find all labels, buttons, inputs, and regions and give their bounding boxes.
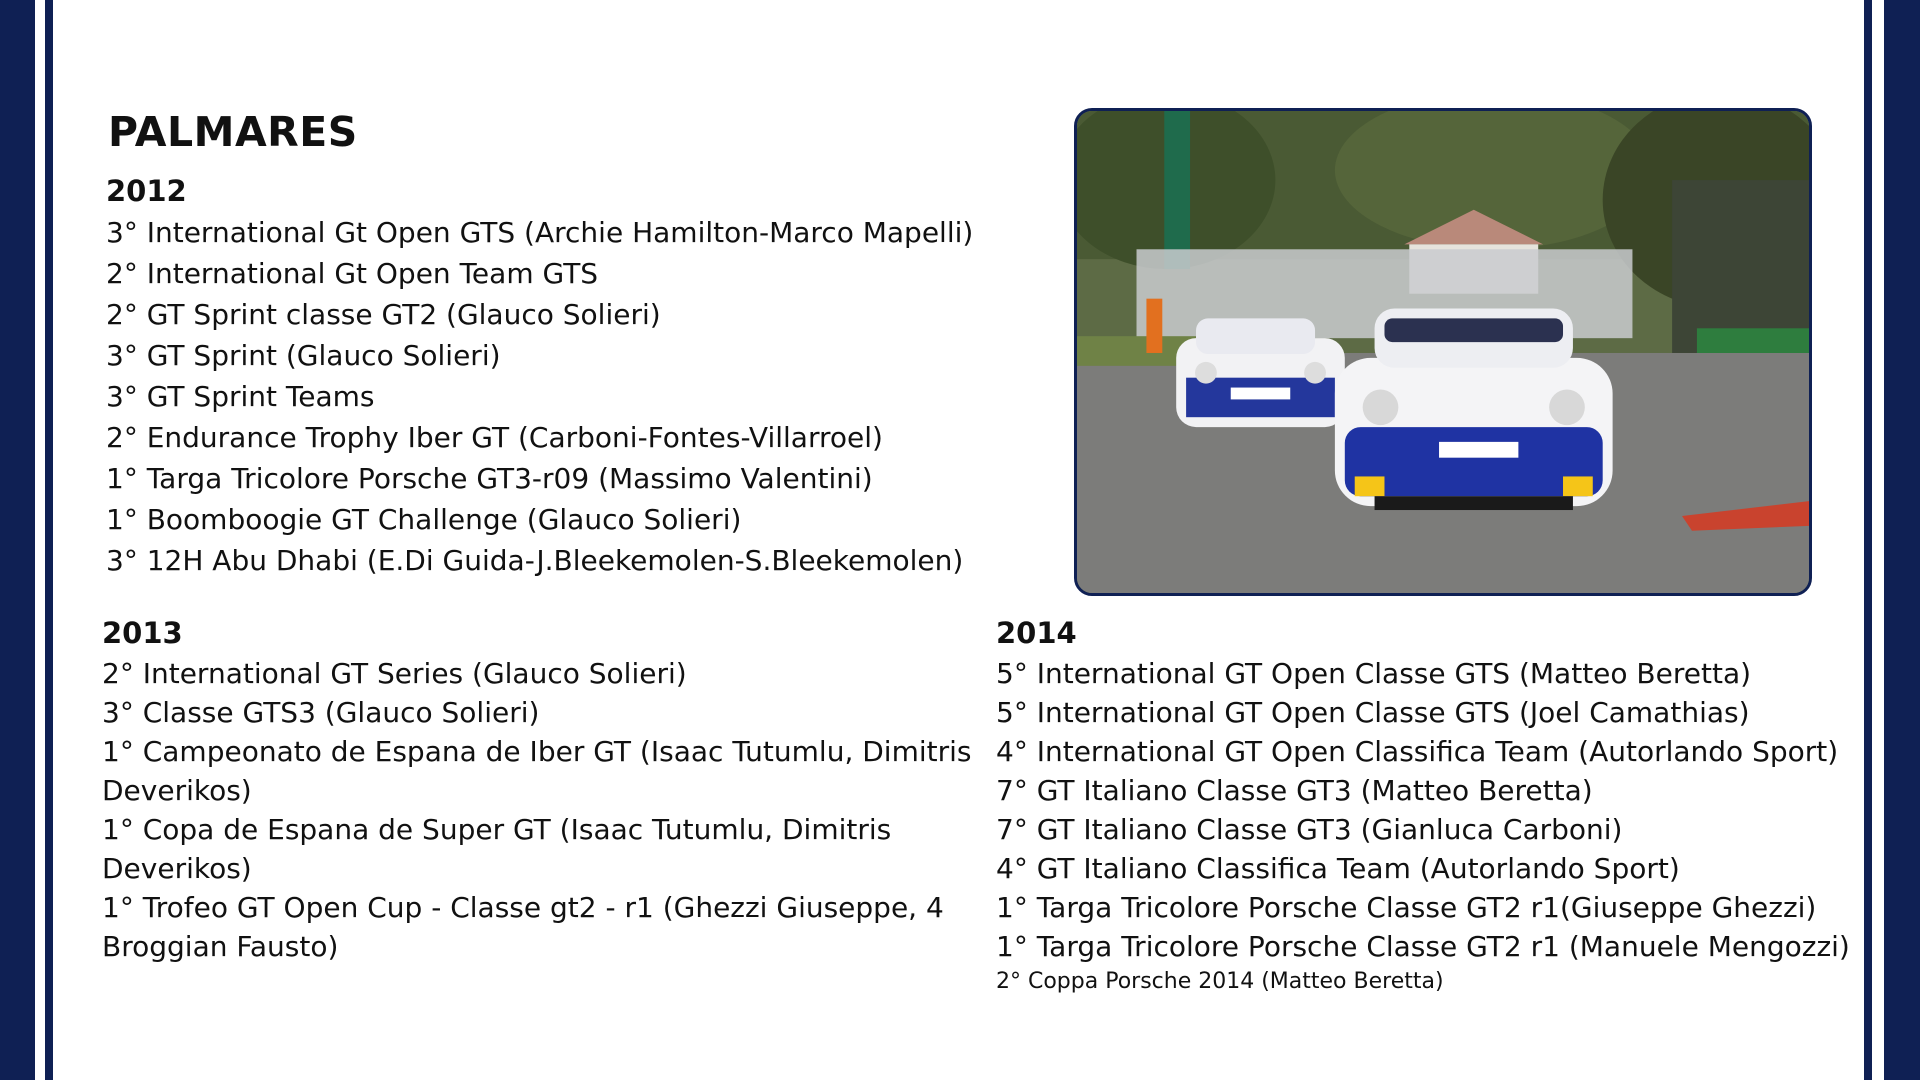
result-item: 2° International Gt Open Team GTS — [106, 257, 599, 290]
race-car-illustration — [1077, 111, 1809, 593]
result-item: 7° GT Italiano Classe GT3 (Matteo Beretta) — [996, 774, 1593, 807]
results-list — [996, 654, 1850, 998]
result-item: 5° International GT Open Classe GTS (Matteo Beretta) — [996, 657, 1752, 690]
right-border-outer — [1884, 0, 1920, 1080]
left-border-outer — [0, 0, 35, 1080]
result-item: 2° Endurance Trophy Iber GT (Carboni-Fontes-Villarroel) — [106, 421, 883, 454]
result-item: 3° International Gt Open GTS (Archie Hamilton-Marco Mapelli) — [106, 216, 974, 249]
result-item: 1° Targa Tricolore Porsche GT3-r09 (Massimo Valentini) — [106, 462, 873, 495]
race-car-photo — [1074, 108, 1812, 596]
result-item: 1° Targa Tricolore Porsche Classe GT2 r1(Giuseppe Ghezzi) — [996, 891, 1817, 924]
section-2013 — [102, 616, 982, 966]
result-item: 4° GT Italiano Classifica Team (Autorlando Sport) — [996, 852, 1680, 885]
result-item: 2° GT Sprint classe GT2 (Glauco Solieri) — [106, 298, 661, 331]
year-heading: 2014 — [996, 616, 1077, 650]
result-item: 4° International GT Open Classifica Team (Autorlando Sport) — [996, 735, 1839, 768]
results-list — [102, 654, 982, 966]
left-border-inner — [45, 0, 53, 1080]
result-item: 1° Campeonato de Espana de Iber GT (Isaac Tutumlu, Dimitris Deverikos) — [102, 735, 972, 807]
result-item: 1° Targa Tricolore Porsche Classe GT2 r1 (Manuele Mengozzi) — [996, 930, 1850, 963]
results-list — [106, 212, 973, 581]
page-title: PALMARES — [108, 108, 358, 156]
section-2014 — [996, 616, 1850, 998]
result-item: 3° 12H Abu Dhabi (E.Di Guida-J.Bleekemolen-S.Bleekemolen) — [106, 544, 964, 577]
result-item: 2° Coppa Porsche 2014 (Matteo Beretta) — [996, 969, 1444, 994]
result-item: 3° GT Sprint (Glauco Solieri) — [106, 339, 501, 372]
result-item: 1° Boomboogie GT Challenge (Glauco Solieri) — [106, 503, 742, 536]
result-item: 7° GT Italiano Classe GT3 (Gianluca Carboni) — [996, 813, 1623, 846]
result-item: 1° Trofeo GT Open Cup - Classe gt2 - r1 (Ghezzi Giuseppe, 4 Broggian Fausto) — [102, 891, 944, 963]
result-item: 1° Copa de Espana de Super GT (Isaac Tutumlu, Dimitris Deverikos) — [102, 813, 892, 885]
year-heading: 2012 — [106, 174, 187, 208]
year-heading: 2013 — [102, 616, 183, 650]
result-item: 5° International GT Open Classe GTS (Joel Camathias) — [996, 696, 1750, 729]
result-item: 3° Classe GTS3 (Glauco Solieri) — [102, 696, 540, 729]
result-item: 2° International GT Series (Glauco Solieri) — [102, 657, 687, 690]
section-2012 — [106, 174, 973, 581]
result-item: 3° GT Sprint Teams — [106, 380, 375, 413]
right-border-inner — [1864, 0, 1872, 1080]
